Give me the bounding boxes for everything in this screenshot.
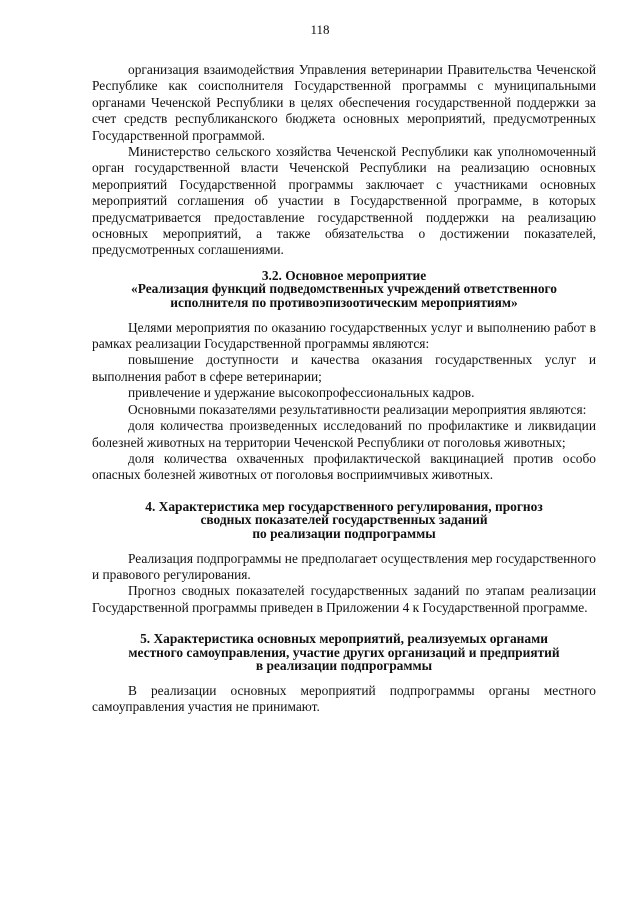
paragraph: Прогноз сводных показателей государственных заданий по этапам реализации Государственной программы приведен в Приложении 4 к Государственной программе. <box>92 583 596 615</box>
heading-line: исполнителя по противоэпизоотическим мероприятиям» <box>170 295 518 311</box>
heading-line: 4. Характеристика мер государственного регулирования, прогноз <box>145 498 543 514</box>
paragraph: В реализации основных мероприятий подпрограммы органы местного самоуправления участия не принимают. <box>92 682 596 715</box>
section-heading-3-2 <box>92 269 596 310</box>
section-heading-5 <box>92 632 596 673</box>
paragraph: организация взаимодействия Управления ветеринарии Правительства Чеченской Республике как соисполнителя Государственной программы с муниципальными органами Чеченской Республики в целях обеспечения государственной поддержки за счет средств республиканского бюджета основных мероприятий, предусмотренных Государственной программой. <box>92 62 596 143</box>
heading-line: в реализации подпрограммы <box>255 658 433 674</box>
paragraph: Министерство сельского хозяйства Чеченской Республики как уполномоченный орган государственной власти Чеченской Республики на реализацию основных мероприятий Государственной программы заключает с участниками основных мероприятий соглашения об участии в Государственной программе, в которых предусматривается предоставление государственной поддержки на реализацию основных мероприятий, а также обязательства о достижении показателей, предусмотренных соглашениями. <box>92 144 596 258</box>
section-heading-4 <box>92 500 596 541</box>
heading-line: по реализации подпрограммы <box>252 525 436 541</box>
heading-line: сводных показателей государственных заданий <box>200 512 488 528</box>
heading-line: 5. Характеристика основных мероприятий, реализуемых органами <box>140 631 548 647</box>
heading-line: местного самоуправления, участие других организаций и предприятий <box>128 644 560 660</box>
page-content <box>92 62 596 716</box>
paragraph: Основными показателями результативности реализации мероприятия являются: <box>128 401 587 417</box>
paragraph: Целями мероприятия по оказанию государственных услуг и выполнению работ в рамках реализации Государственной программы являются: <box>92 319 596 352</box>
heading-line: «Реализация функций подведомственных учреждений ответственного <box>131 281 557 297</box>
paragraph: привлечение и удержание высокопрофессиональных кадров. <box>128 385 475 401</box>
paragraph: доля количества произведенных исследований по профилактике и ликвидации болезней животных на территории Чеченской Республики от поголовья животных; <box>92 418 596 450</box>
heading-line: 3.2. Основное мероприятие <box>261 267 427 283</box>
paragraph: повышение доступности и качества оказания государственных услуг и выполнения работ в сфере ветеринарии; <box>92 352 596 384</box>
paragraph: доля количества охваченных профилактической вакцинацией против особо опасных болезней животных от поголовья восприимчивых животных. <box>92 450 596 483</box>
page-number: 118 <box>310 22 330 37</box>
paragraph: Реализация подпрограммы не предполагает осуществления мер государственного и правового регулирования. <box>92 550 596 582</box>
